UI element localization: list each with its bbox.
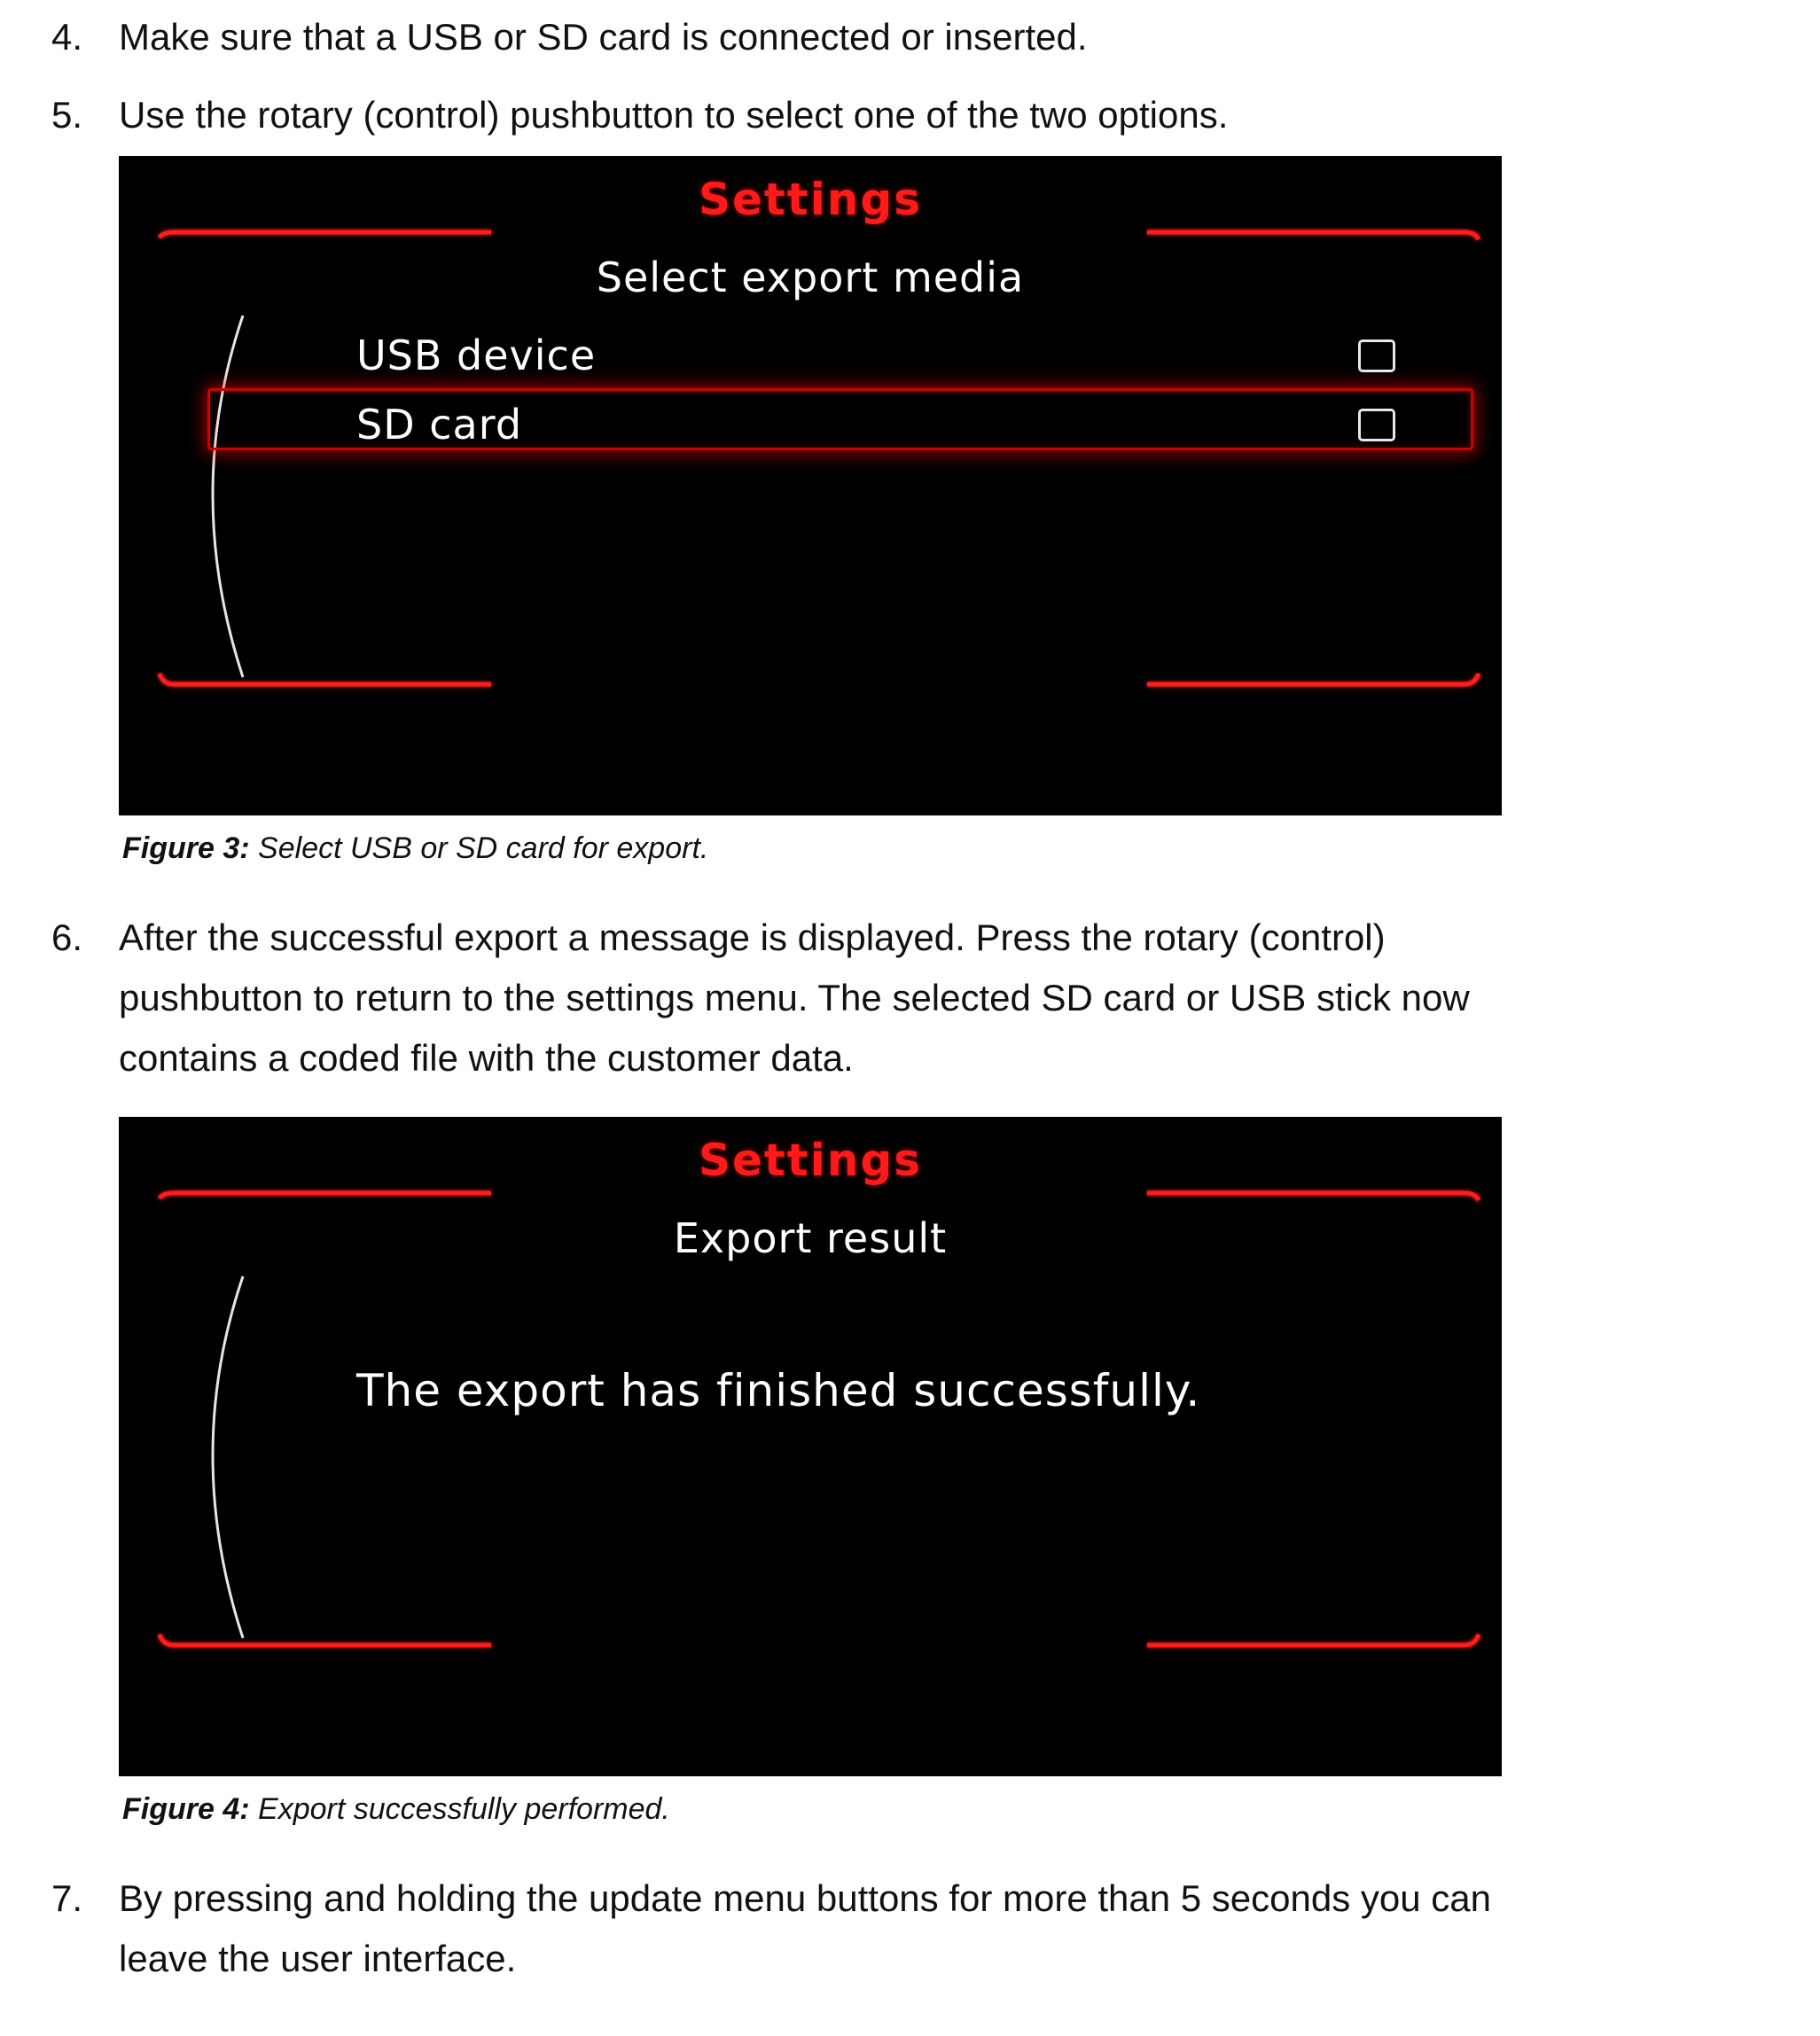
- caption-text: Export successfully performed.: [249, 1792, 670, 1826]
- export-success-message: The export has finished successfully.: [356, 1365, 1201, 1416]
- step-number: 6.: [51, 917, 83, 958]
- figure-4-screen: [119, 1117, 1502, 1776]
- step-number: 5.: [51, 94, 83, 136]
- step-text-line: By pressing and holding the update menu buttons for more than 5 seconds you can: [119, 1877, 1492, 1919]
- figure-4-caption: [122, 1792, 670, 1827]
- step-text: Make sure that a USB or SD card is connected or inserted.: [119, 16, 1088, 58]
- export-result-subtitle: Export result: [673, 1214, 948, 1262]
- step-text-line: After the successful export a message is displayed. Press the rotary (control): [119, 917, 1386, 958]
- step-text: [119, 1868, 1759, 1989]
- step-text-line: leave the user interface.: [119, 1938, 517, 1979]
- caption-label: Figure 4:: [122, 1792, 250, 1826]
- caption-label: Figure 3:: [122, 831, 250, 865]
- figure-3-caption: [122, 831, 708, 866]
- sd-card-checkbox[interactable]: [1358, 409, 1395, 441]
- sd-card-option[interactable]: SD card: [356, 401, 523, 449]
- step-text-line: pushbutton to return to the settings menu. The selected SD card or USB stick now: [119, 977, 1470, 1018]
- usb-device-checkbox[interactable]: [1358, 339, 1395, 372]
- settings-title: Settings: [698, 1135, 922, 1186]
- caption-text: Select USB or SD card for export.: [249, 831, 709, 865]
- step-text: [119, 908, 1759, 1088]
- step-number: 7.: [51, 1877, 83, 1919]
- step-text: Use the rotary (control) pushbutton to select one of the two options.: [119, 94, 1229, 136]
- step-text-line: contains a coded file with the customer data.: [119, 1037, 854, 1079]
- usb-device-option[interactable]: USB device: [356, 332, 597, 379]
- select-export-media-subtitle: Select export media: [596, 254, 1025, 301]
- step-number: 4.: [51, 16, 83, 58]
- figure-3-screen: [119, 156, 1502, 815]
- settings-title: Settings: [698, 174, 922, 225]
